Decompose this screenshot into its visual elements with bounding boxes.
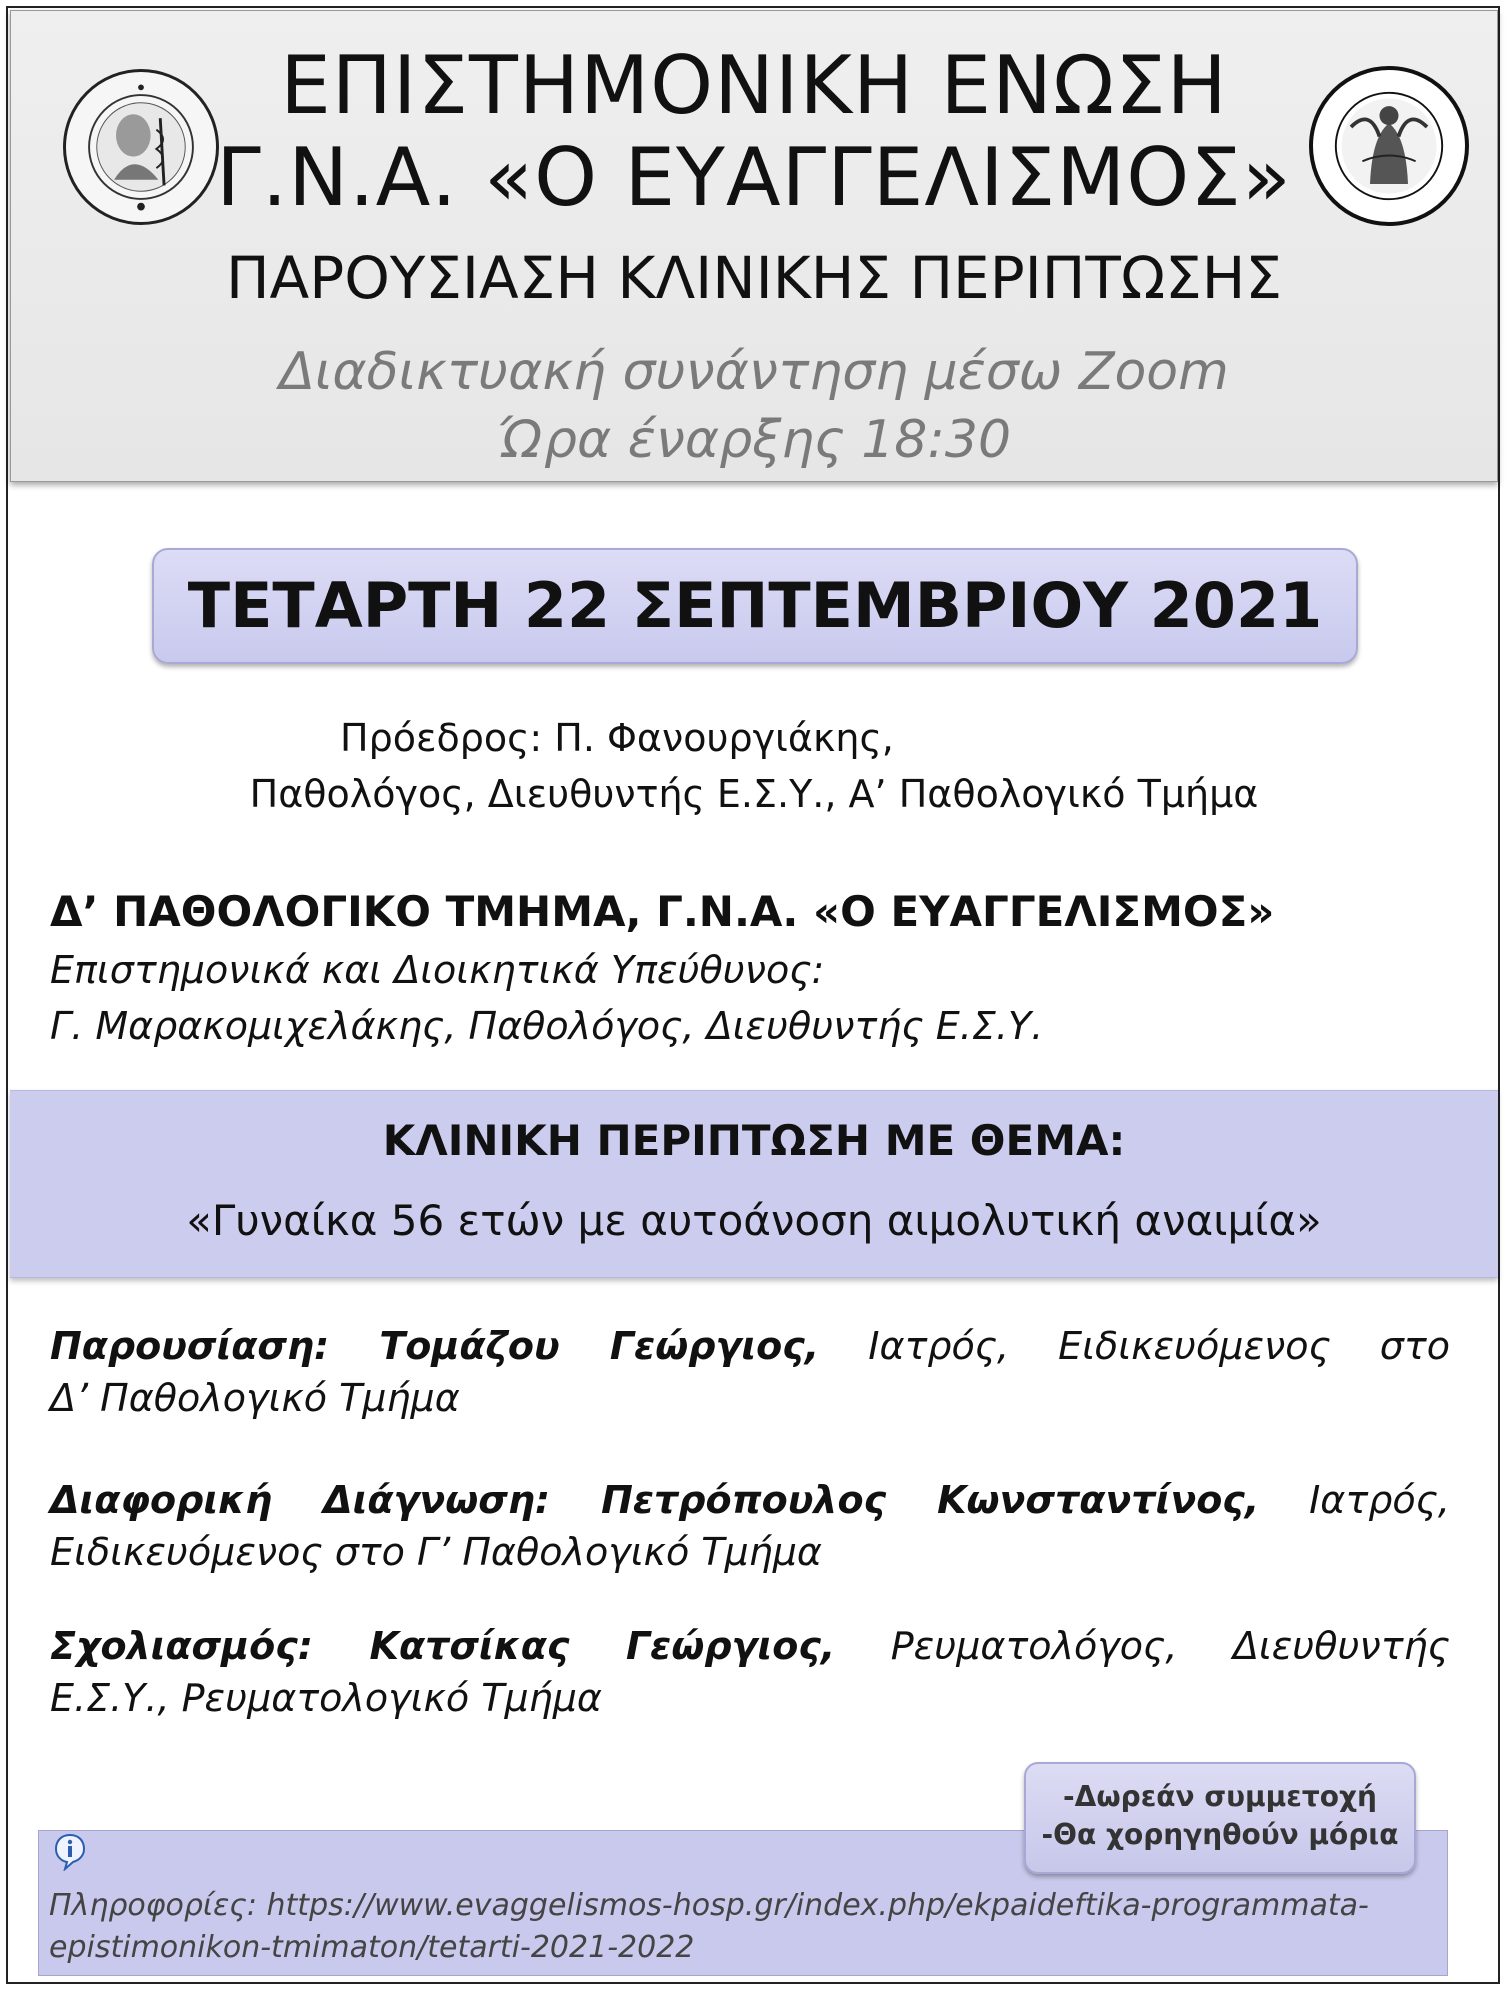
responsible-name: Γ. Μαρακομιχελάκης, Παθολόγος, Διευθυντής Ε.Σ.Υ.: [50, 1004, 1044, 1048]
meeting-info: Διαδικτυακή συνάντηση μέσω Zoom: [279, 342, 1229, 402]
info-icon: [53, 1833, 87, 1871]
event-date: ΤΕΤΑΡΤΗ 22 ΣΕΠΤΕΜΒΡΙΟΥ 2021: [152, 548, 1358, 664]
hospital-seal-graphic: [1313, 70, 1465, 222]
speaker-role: Παρουσίαση: Τομάζου Γεώργιος,: [50, 1324, 820, 1368]
hospital-logo: [1309, 66, 1469, 226]
start-time: Ώρα έναρξης 18:30: [496, 410, 1012, 470]
speaker-desc: Ιατρός,: [1309, 1478, 1450, 1522]
speaker-desc-cont: Ειδικευόμενος στο Γ’ Παθολογικό Τμήμα: [50, 1530, 822, 1574]
speaker-role: Διαφορική Διάγνωση: Πετρόπουλος Κωνσταντίνος,: [50, 1478, 1260, 1522]
speaker-desc: Ρευματολόγος, Διευθυντής: [890, 1624, 1450, 1668]
topic-title: ΚΛΙΝΙΚΗ ΠΕΡΙΠΤΩΣΗ ΜΕ ΘΕΜΑ:: [382, 1116, 1126, 1165]
header-banner: [10, 10, 1498, 482]
chair-line-1: Πρόεδρος: Π. Φανουργιάκης,: [340, 716, 894, 760]
title-line-2: Γ.Ν.Α. «Ο ΕΥΑΓΓΕΛΙΣΜΟΣ»: [216, 131, 1292, 224]
speaker-desc-cont: Ε.Σ.Υ., Ρευματολογικό Τμήμα: [50, 1676, 602, 1720]
title-line-1: ΕΠΙΣΤΗΜΟΝΙΚΗ ΕΝΩΣΗ: [280, 39, 1228, 132]
speaker-differential-diagnosis: [50, 1474, 1450, 1578]
notes-box: [1024, 1762, 1416, 1874]
speaker-role: Σχολιασμός: Κατσίκας Γεώργιος,: [50, 1624, 836, 1668]
note-free-participation: -Δωρεάν συμμετοχή: [1063, 1780, 1377, 1813]
speaker-commentary: [50, 1620, 1450, 1724]
speaker-desc: Ιατρός, Ειδικευόμενος στο: [868, 1324, 1450, 1368]
speaker-presentation: [50, 1320, 1450, 1424]
topic-band: [10, 1090, 1498, 1278]
department-name: Δ’ ΠΑΘΟΛΟΓΙΚΟ ΤΜΗΜΑ, Γ.Ν.Α. «Ο ΕΥΑΓΓΕΛΙΣΜΟΣ»: [50, 887, 1275, 936]
responsible-label: Επιστημονικά και Διοικητικά Υπεύθυνος:: [50, 948, 825, 992]
speaker-desc-cont: Δ’ Παθολογικό Τμήμα: [50, 1376, 460, 1420]
topic-text: «Γυναίκα 56 ετών με αυτοάνοση αιμολυτική αναιμία»: [186, 1196, 1322, 1245]
chair-line-2: Παθολόγος, Διευθυντής Ε.Σ.Υ., Α’ Παθολογικό Τμήμα: [249, 772, 1259, 816]
info-link-text: Πληροφορίες: https://www.evaggelismos-hosp.gr/index.php/ekpaideftika-programmata-epistimonikon-tmimaton/tetarti-2021-2022: [49, 1888, 1369, 1965]
subtitle: ΠΑΡΟΥΣΙΑΣΗ ΚΛΙΝΙΚΗΣ ΠΕΡΙΠΤΩΣΗΣ: [225, 244, 1283, 312]
note-credits: -Θα χορηγηθούν μόρια: [1041, 1818, 1399, 1851]
